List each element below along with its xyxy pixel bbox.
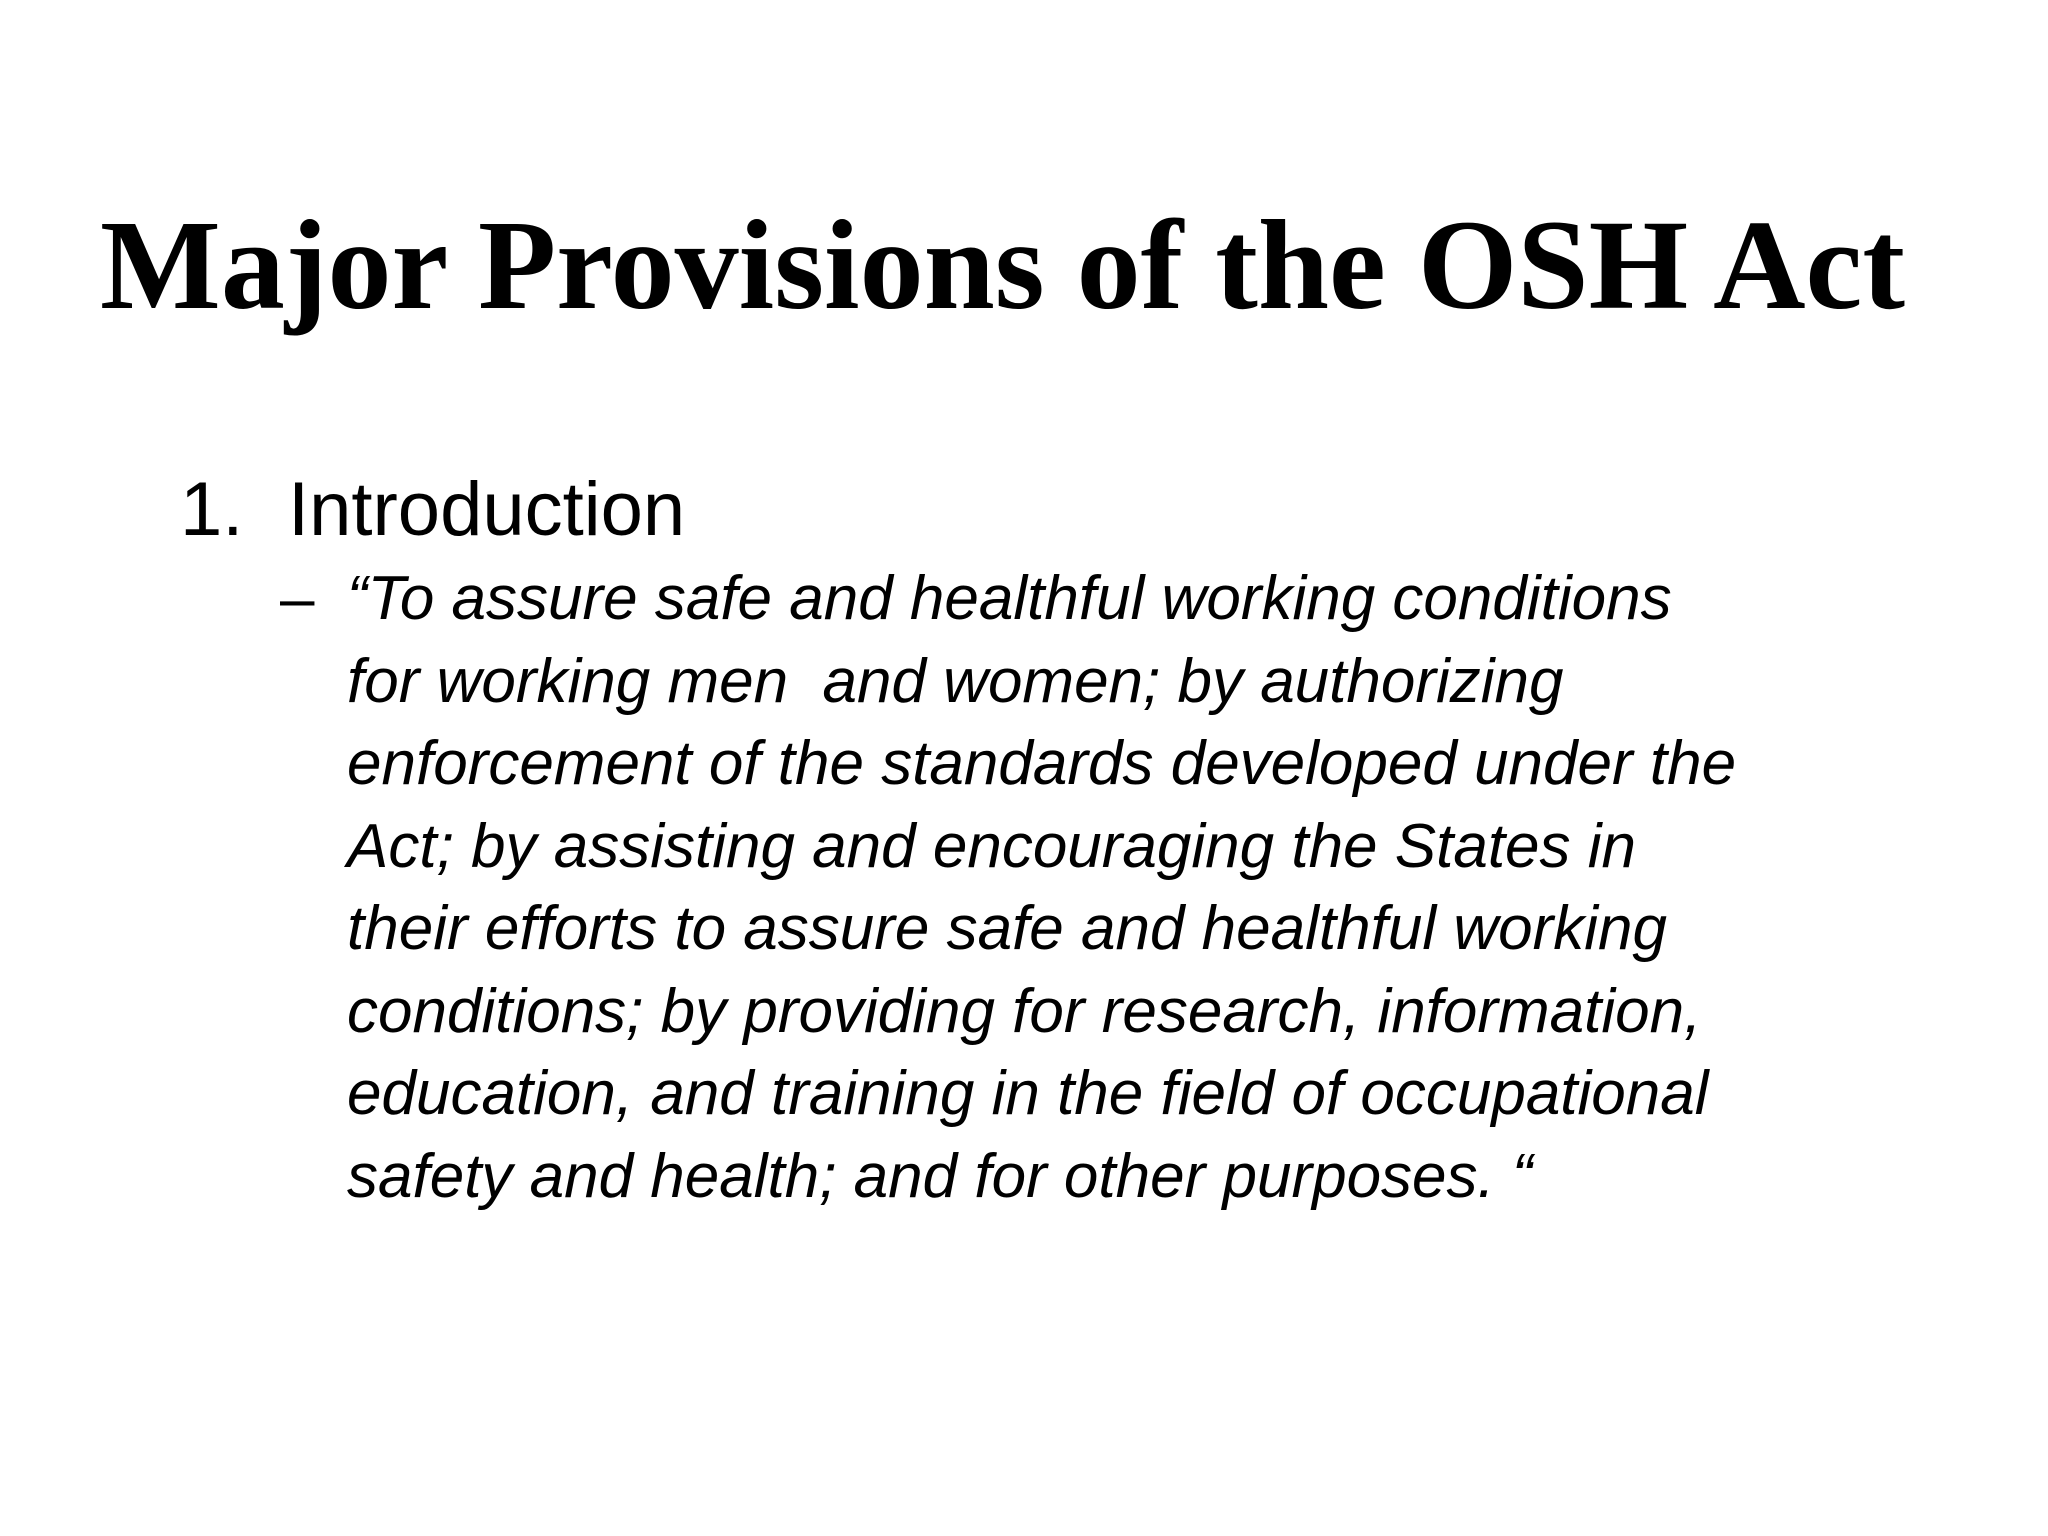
- quote-line: education, and training in the field of occupational: [347, 1059, 1709, 1128]
- numbered-list: [180, 462, 1980, 1218]
- quote-line: for working men and women; by authorizing: [347, 646, 1564, 716]
- quote-line: safety and health; and for other purposes. “: [347, 1141, 1533, 1211]
- quote-line: conditions; by providing for research, information,: [347, 976, 1702, 1046]
- dash-bullet: –: [280, 564, 315, 633]
- list-item-number: 1.: [180, 467, 244, 552]
- quote-line: their efforts to assure safe and healthful working: [347, 894, 1667, 963]
- quote-line: enforcement of the standards developed under the: [347, 729, 1737, 798]
- quote-subitem: [280, 558, 1907, 1218]
- quote-line: Act; by assisting and encouraging the States in: [347, 811, 1637, 881]
- list-item-label: Introduction: [288, 467, 686, 552]
- slide-title: Major Provisions of the OSH Act: [100, 194, 1905, 336]
- act-purpose-quote: [347, 558, 1907, 1218]
- quote-line: “To assure safe and healthful working conditions: [347, 564, 1672, 633]
- list-item-introduction: [180, 462, 1980, 558]
